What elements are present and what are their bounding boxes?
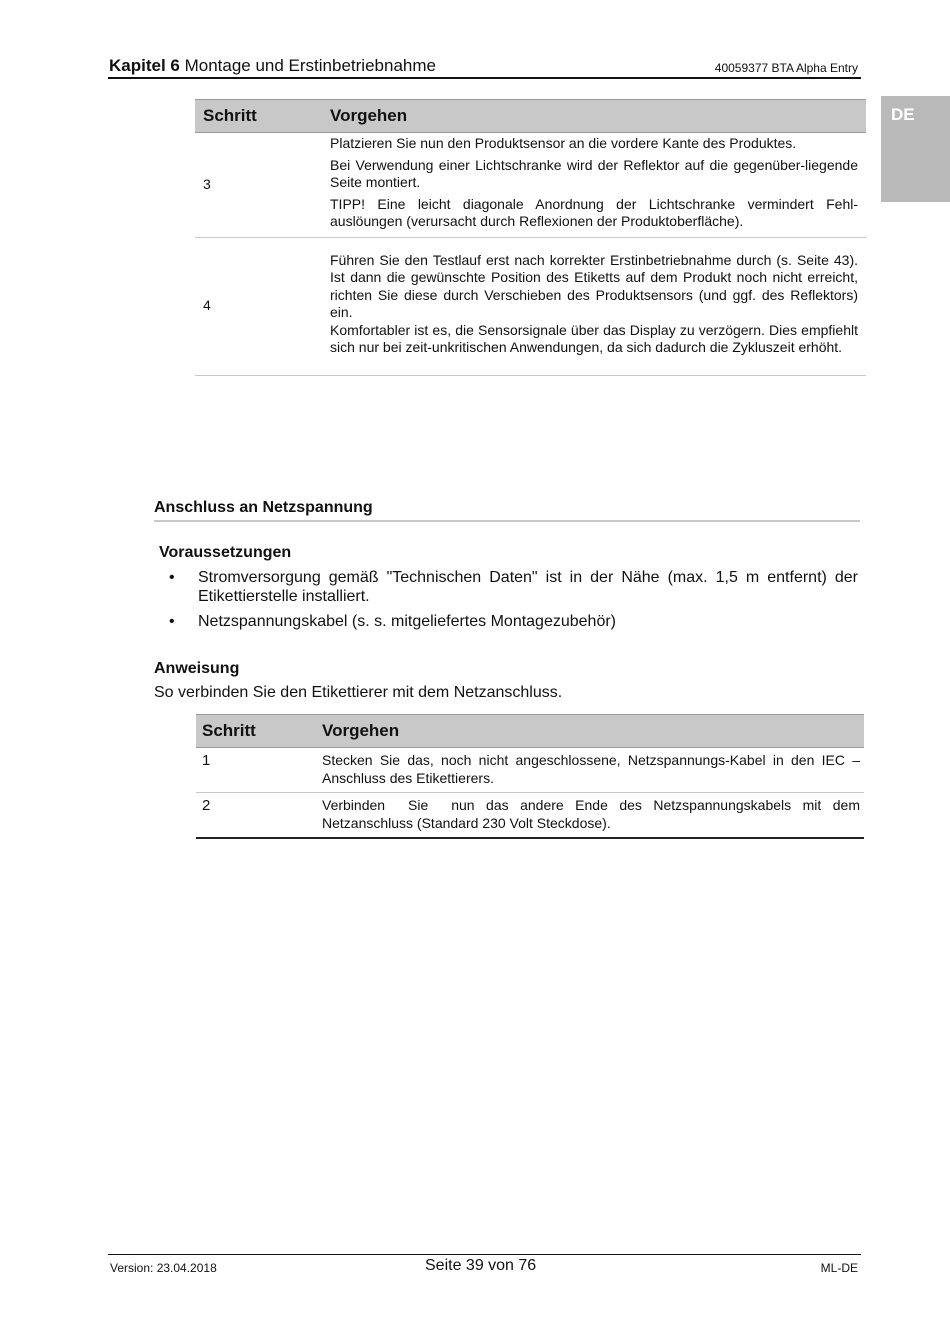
footer-version: Version: 23.04.2018	[110, 1261, 217, 1275]
footer-divider	[108, 1254, 861, 1255]
step-number: 4	[195, 237, 322, 375]
step-number: 2	[196, 793, 314, 839]
header-divider	[108, 77, 861, 79]
step-paragraph: Platzieren Sie nun den Produktsensor an die vordere Kante des Produktes.	[330, 135, 797, 151]
list-item-text: Netzspannungskabel (s. s. mitgeliefertes Montagezubehör)	[198, 613, 616, 630]
prerequisites-heading: Voraussetzungen	[159, 544, 292, 561]
language-tab	[881, 96, 950, 202]
prerequisites-list	[166, 568, 858, 637]
section-divider	[154, 520, 860, 522]
table-row	[195, 237, 866, 375]
column-header-step: Schritt	[196, 715, 314, 748]
section-title: Anschluss an Netzspannung	[154, 499, 373, 516]
list-item	[166, 568, 858, 606]
bullet-icon: •	[169, 613, 175, 630]
step-paragraph: Komfortabler ist es, die Sensorsignale über das Display zu verzögern. Dies empfiehlt sich nur bei zeit-unkritischen Anwendungen, da sich dadurch die Zykluszeit erhöht.	[330, 321, 858, 355]
step-paragraph: Bei Verwendung einer Lichtschranke wird der Reflektor auf die gegenüber-liegende Seite montiert.	[330, 156, 858, 190]
instruction-text: So verbinden Sie den Etikettierer mit dem Netzanschluss.	[154, 684, 563, 701]
steps-table-power	[196, 714, 864, 839]
page-number: Seite 39 von 76	[425, 1257, 537, 1274]
table-row	[196, 748, 864, 793]
step-description	[322, 133, 866, 238]
table-row	[196, 793, 864, 839]
step-number: 3	[195, 133, 322, 238]
list-item	[166, 612, 858, 631]
list-item-text: Stromversorgung gemäß "Technischen Daten" ist in der Nähe (max. 1,5 m entfernt) der Etikettierstelle installiert.	[198, 569, 858, 605]
column-header-procedure: Vorgehen	[322, 100, 866, 133]
steps-table-sensor	[195, 99, 866, 376]
step-number: 1	[196, 748, 314, 793]
chapter-title: Montage und Erstinbetriebnahme	[184, 56, 436, 75]
instruction-heading: Anweisung	[154, 660, 240, 677]
step-description: Verbinden Sie nun das andere Ende des Netzspannungskabels mit dem Netzanschluss (Standard 230 Volt Steckdose).	[314, 793, 864, 839]
step-paragraph: Führen Sie den Testlauf erst nach korrekter Erstinbetriebnahme durch (s. Seite 43). Ist dann die gewünschte Position des Etiketts auf dem Produkt noch nicht erreicht, richten Sie diese durch Verschieben des Produktsensors (und ggf. des Reflektors) ein.	[330, 251, 858, 320]
footer-language-code: ML-DE	[820, 1261, 858, 1275]
column-header-procedure: Vorgehen	[314, 715, 864, 748]
column-header-step: Schritt	[195, 100, 322, 133]
step-description	[322, 237, 866, 375]
language-tab-label: DE	[891, 105, 915, 124]
bullet-icon: •	[169, 569, 175, 586]
table-header-row	[195, 100, 866, 133]
document-id: 40059377 BTA Alpha Entry	[714, 61, 858, 75]
chapter-label: Kapitel 6	[109, 56, 180, 75]
step-paragraph: TIPP! Eine leicht diagonale Anordnung der Lichtschranke vermindert Fehl-auslöungen (verursacht durch Reflexionen der Produktoberfläche).	[330, 195, 858, 229]
table-header-row	[196, 715, 864, 748]
table-row	[195, 133, 866, 238]
page-header-title	[109, 56, 436, 76]
step-description: Stecken Sie das, noch nicht angeschlossene, Netzspannungs-Kabel in den IEC – Anschluss des Etikettierers.	[314, 748, 864, 793]
